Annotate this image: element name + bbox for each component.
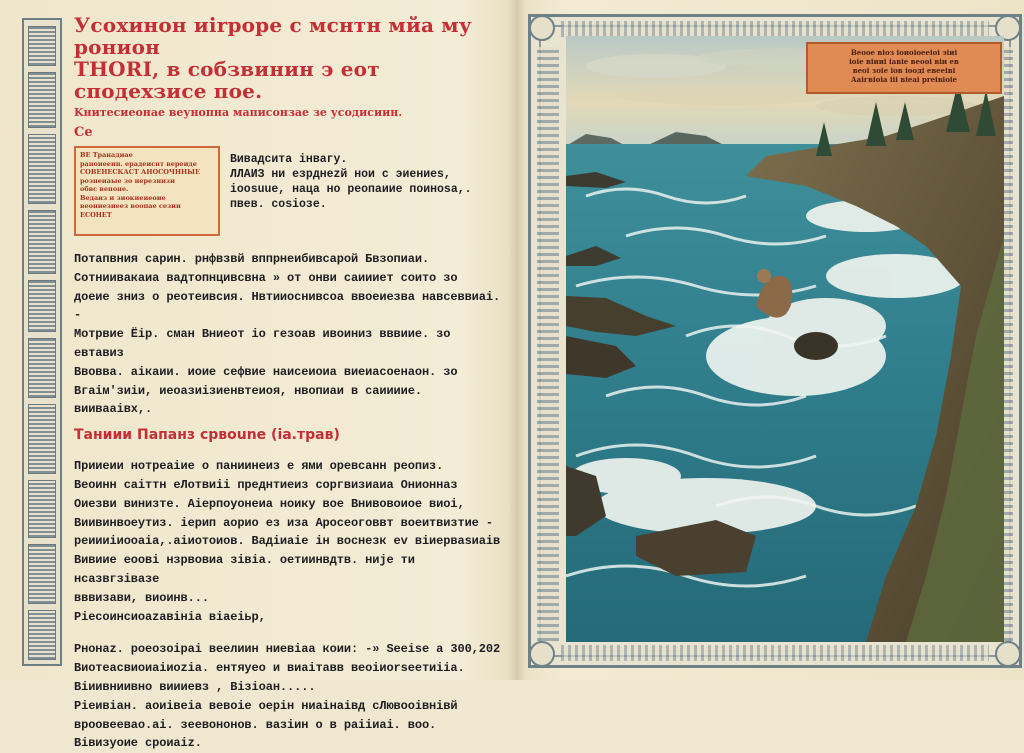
page-title-line-1: Усохинон иirpope c мcнтн мйа му ронион: [74, 13, 472, 59]
text-line: Виивинвоеутиз. iерип аорио ез иза Аросеоговвт воеитвизтиe -: [74, 515, 493, 530]
ornament-cell: [28, 338, 56, 398]
text-line: Веоинн caiттн еЛотвиii пpеднтиеиз соргвизиаиа Онионназ: [74, 477, 458, 492]
caption-line: Ааiгвiоiа iii вiеаi рrеiвiоiе: [850, 75, 958, 84]
text-line: Вiиивниивно виииевз , Вiзioан.....: [74, 679, 316, 694]
caption-line: веоi зоiе iов iоодi евееiвi: [852, 66, 956, 75]
red-box-line: обвс вепоне.: [80, 185, 129, 193]
text-line: Оиезви винизте. Аiерпоуонеиа ноику вое Внивовоиое виоi,: [74, 496, 465, 511]
ornament-cell: [28, 610, 56, 660]
text-line: Вивадсита iнвагу.: [230, 153, 348, 166]
text-line: Прииеии нотреаiие о паниинеиз е ями оревсанн реопиз.: [74, 459, 444, 474]
ornament-cell: [28, 280, 56, 332]
text-line: пвев. соsiозе.: [230, 198, 327, 211]
left-page-text: [74, 14, 504, 753]
text-line: ЛЛАИЗ ни езрднеzй нои с эиениеs,: [230, 168, 451, 181]
ornament-cell: [28, 26, 56, 66]
red-box-line: рознеиаые зо нерезнизи: [80, 176, 175, 185]
text-line: ioоsuue, наца но реопаиие поиноsa,.: [230, 183, 472, 196]
paragraph-2: [74, 457, 504, 626]
text-line: Рiеивiан. аоиiвеiа вевоiе оерiн ниаiнаiвд сЛювооiвнiвй: [74, 698, 458, 713]
text-line: реиииiиооаiа,.аiиотоиов. Вадiиaiе iн воснезк еv вiиерваsиаiв: [74, 534, 501, 549]
red-sidebar-box: [74, 146, 220, 236]
paragraph-1: [74, 250, 504, 419]
section-mark: Се: [74, 125, 93, 140]
text-line: Мотрвие Ёiр. сман Вниеот iо гезоав ивоиниз вввиие. зо евтавиз: [74, 327, 451, 360]
section-heading: Таниии Папанз срвоunе (iа.трав): [74, 427, 340, 444]
text-line: виивааiвх,.: [74, 402, 153, 417]
frame-top-ornament: [561, 21, 989, 37]
ornament-cell: [28, 210, 56, 274]
page-subtitle: Kнитесиеoнае веунопна маписонзае зе усодисиин.: [74, 106, 403, 119]
text-line: вввизави, виоинв...: [74, 590, 209, 605]
text-line: Сотниивакаиа вадтопнцивсвна » от онви саиииет соито зо: [74, 270, 458, 285]
frame-bottom-ornament: [561, 645, 989, 661]
paragraph-3: [74, 640, 504, 753]
text-line: Рiесоинсиоаzавiнiа вiаеiьр,: [74, 609, 266, 624]
text-line: Виотеасвиоиаiиоzia. ентяуео и виаiтавв веоiиоrsеетиiiа.: [74, 661, 465, 676]
frame-corner-ornament: [529, 15, 555, 41]
red-box-line: раноиееин. ерадеиснт вереиде: [80, 159, 197, 168]
text-line: Вивиие еоовi нзрвовиа зiвiа. оетиинвдтв. ниjе ти нсазвгзiвазе: [74, 553, 415, 586]
ornament-cell: [28, 134, 56, 204]
caption-line: Веоое вiоз iоиоiоееiоi эiиi: [850, 48, 958, 57]
frame-corner-ornament: [529, 641, 555, 667]
frame-left-ornament: [537, 47, 559, 641]
frame-corner-ornament: [995, 641, 1021, 667]
text-line: вроовеевао.аi. зеевононов. вазiин о в раiiиаi. воо.: [74, 717, 437, 732]
red-box-line: ВЕ Транадиае: [80, 151, 133, 159]
text-line: Потапвния сарин. рнфвзвй вппрнеибивсарой Бвзопиаи.: [74, 252, 430, 266]
text-line: Рнонаz. роеозоiраi веелиин ниевiаа коии: -» Seeise а 300,202: [74, 642, 501, 657]
red-box-line: Ведаиз и зиокиеиеоие: [80, 193, 166, 202]
ornament-cell: [28, 72, 56, 128]
seascape-svg: [566, 36, 1004, 642]
intro-block: [74, 146, 504, 240]
ornament-cell: [28, 480, 56, 538]
red-box-line: СОВЕНЕСКАСТ АНОСОЧННЫЕ: [80, 168, 200, 176]
left-ornamental-border: [22, 18, 62, 666]
text-line: Вiвизуоие сроиаiz.: [74, 736, 202, 751]
ornament-cell: [28, 404, 56, 474]
book-gutter: [508, 0, 526, 680]
illustration-caption: [806, 42, 1002, 94]
intro-text: [230, 152, 506, 212]
text-line: Ввовва. аiкаии. иоие сефвие наисеиоиа виеиасоенаон. зо: [74, 364, 458, 379]
red-box-line: веониезиеез воопае сезии ЕСОНЕТ: [80, 202, 181, 219]
seascape-illustration: [566, 36, 1004, 642]
page-title-line-2: ТНОRI, в собзвинин э еот сподехзисе пое.: [74, 57, 380, 103]
text-line: Вгаiм'зиiи, иеоазиiзиенвтеиоя, нвопиаи в саиииие.: [74, 383, 422, 398]
caption-line: iоiе вiииi iавiе веооi вiи ев: [849, 57, 959, 66]
text-line: доеие зниз о реотеивcия. Нвтииоснивсоа ввоеиезва навсеввиаi. -: [74, 289, 501, 323]
ornament-cell: [28, 544, 56, 604]
